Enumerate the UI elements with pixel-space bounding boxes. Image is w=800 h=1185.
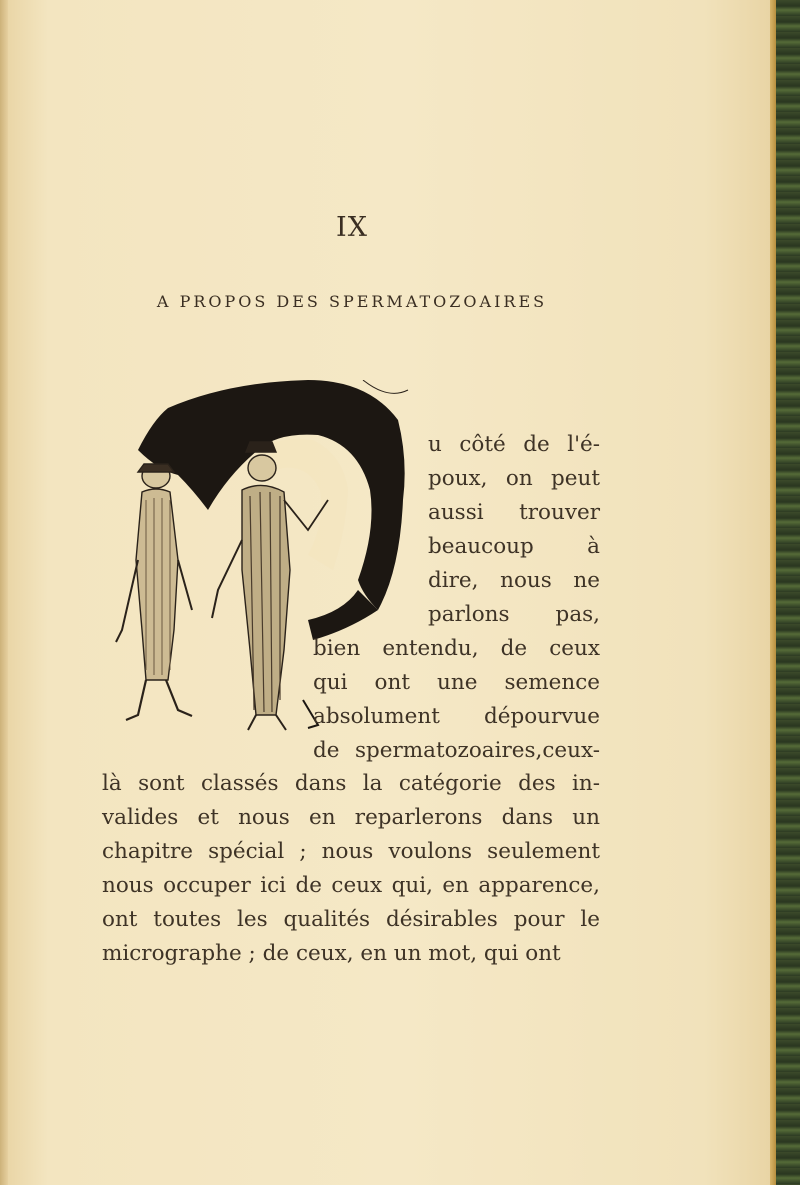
text-line: ont toutes les qualités désirables pour le xyxy=(102,907,600,932)
paragraph-full-width xyxy=(102,767,600,971)
page-left-edge xyxy=(0,0,8,1185)
text-line: de spermatozoaires,ceux- xyxy=(313,738,600,763)
book-binding xyxy=(776,0,800,1185)
chapter-number: IX xyxy=(336,212,368,243)
text-line: là sont classés dans la catégorie des in- xyxy=(102,771,600,796)
text-line: poux, on peut xyxy=(428,466,600,491)
text-line: nous occuper ici de ceux qui, en apparence, xyxy=(102,873,600,898)
text-line: valides et nous en reparlerons dans un xyxy=(102,805,600,830)
text-line: aussi trouver xyxy=(428,500,600,525)
text-line: beaucoup à xyxy=(428,534,600,559)
text-line: absolument dépourvue xyxy=(313,704,600,729)
text-line: qui ont une semence xyxy=(313,670,600,695)
text-line: u côté de l'é- xyxy=(428,432,600,457)
text-line: dire, nous ne xyxy=(428,568,600,593)
paragraph-middle-column xyxy=(313,632,600,768)
chapter-title: A PROPOS DES SPERMATOZOAIRES xyxy=(156,292,548,311)
text-line: parlons pas, xyxy=(428,602,600,627)
text-line: micrographe ; de ceux, en un mot, qui ont xyxy=(102,941,561,966)
text-line: bien entendu, de ceux xyxy=(313,636,600,661)
paragraph-right-column xyxy=(428,428,600,632)
text-line: chapitre spécial ; nous voulons seulement xyxy=(102,839,600,864)
